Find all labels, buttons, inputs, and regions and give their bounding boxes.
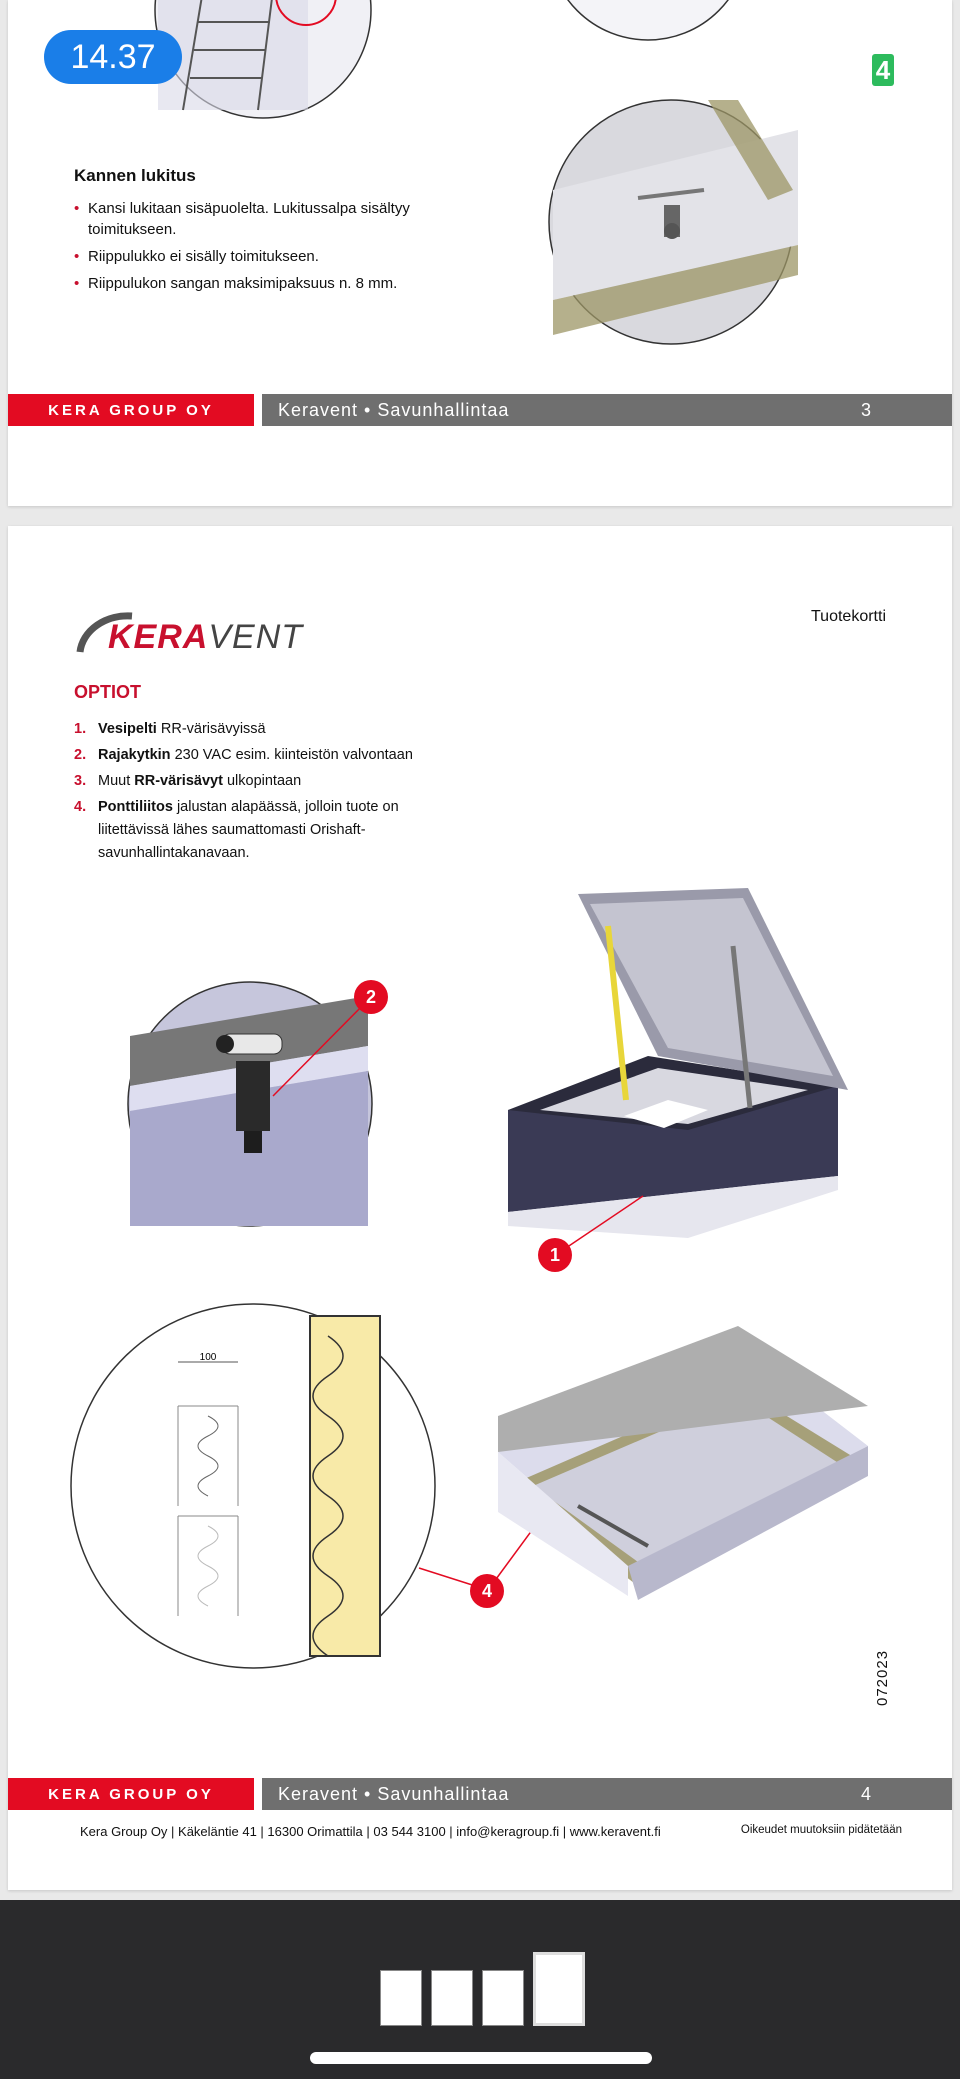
footer-company: KERA GROUP OY <box>8 1778 254 1810</box>
section-title-lid-lock: Kannen lukitus <box>74 166 196 185</box>
option-number: 1. <box>74 721 87 737</box>
callout-badge: 4 <box>470 1574 504 1608</box>
footer-brand-bar <box>262 394 952 426</box>
limit-switch-detail-illustration <box>128 982 372 1226</box>
hatch-top-detail-illustration <box>548 0 748 40</box>
option-text: 230 VAC esim. kiinteistön valvontaan <box>170 747 413 763</box>
hatch-underside-illustration <box>498 1326 868 1600</box>
document-type: Tuotekortti <box>811 608 886 625</box>
contact-info: Kera Group Oy | Käkeläntie 41 | 16300 Orimattila | 03 544 3100 | info@keragroup.fi | www.keravent.fi <box>80 1824 661 1839</box>
time-badge: 14.37 <box>44 30 182 84</box>
bullet-item: • Riippulukon sangan maksimipaksuus n. 8 mm. <box>74 273 454 294</box>
dimension-label: 100 <box>199 1352 217 1363</box>
footer-brand-bar <box>262 1778 952 1810</box>
document-code: 072023 <box>874 1649 891 1706</box>
bullet-item: • Kansi lukitaan sisäpuolelta. Lukitussalpa sisältyy toimitukseen. <box>74 198 454 240</box>
open-hatch-illustration <box>508 888 848 1238</box>
footer-page-number: 3 <box>860 399 872 420</box>
option-name: Ponttiliitos <box>98 799 173 815</box>
thumbnail-strip <box>380 1952 585 2026</box>
callout-badge: 2 <box>354 980 388 1014</box>
tongue-joint-detail-illustration <box>71 1304 435 1668</box>
page3-footer-bar <box>8 394 952 426</box>
ladder-detail-illustration <box>155 0 371 118</box>
lock-detail-illustration <box>549 100 798 344</box>
option-text: RR-värisävyissä <box>156 721 266 737</box>
footer-brand: Keravent • Savunhallintaa <box>278 399 510 420</box>
rights-notice: Oikeudet muutoksiin pidätetään <box>740 1824 902 1836</box>
page4-footer-bar <box>8 1778 952 1810</box>
option-text: jalustan alapäässä, jolloin tuote on liitettävissä lähes saumattomasti Orishaft-savunhallintakanavaan. <box>98 799 399 861</box>
logo-vent-text: VENT <box>208 618 304 656</box>
footer-page-number: 4 <box>860 1783 872 1804</box>
option-name: Vesipelti <box>98 721 157 737</box>
option-text: ulkopintaan <box>222 773 302 789</box>
page-thumbnail-2[interactable] <box>431 1970 473 2026</box>
option-number: 4. <box>74 799 87 815</box>
bullet-item: • Riippulukko ei sisälly toimitukseen. <box>74 246 454 267</box>
options-title: OPTIOT <box>74 682 141 702</box>
option-name: RR-värisävyt <box>134 773 223 789</box>
footer-company: KERA GROUP OY <box>8 394 254 426</box>
document-page-4 <box>8 526 952 1890</box>
page-thumbnail-3[interactable] <box>482 1970 524 2026</box>
option-name: Rajakytkin <box>98 747 171 763</box>
page-indicator-badge: 4 <box>872 54 894 86</box>
page-thumbnail-1[interactable] <box>380 1970 422 2026</box>
option-prefix: Muut <box>98 773 135 789</box>
home-indicator[interactable] <box>310 2052 652 2064</box>
lock-bullet-list <box>74 198 454 300</box>
page-thumbnail-bar <box>0 1900 960 2079</box>
page-thumbnail-4[interactable] <box>533 1952 585 2026</box>
option-number: 3. <box>74 773 87 789</box>
callout-badge: 1 <box>538 1238 572 1272</box>
contact-line <box>8 1824 952 1839</box>
option-number: 2. <box>74 747 87 763</box>
logo-kera-text: KERA <box>108 618 209 656</box>
footer-brand: Keravent • Savunhallintaa <box>278 1783 510 1804</box>
